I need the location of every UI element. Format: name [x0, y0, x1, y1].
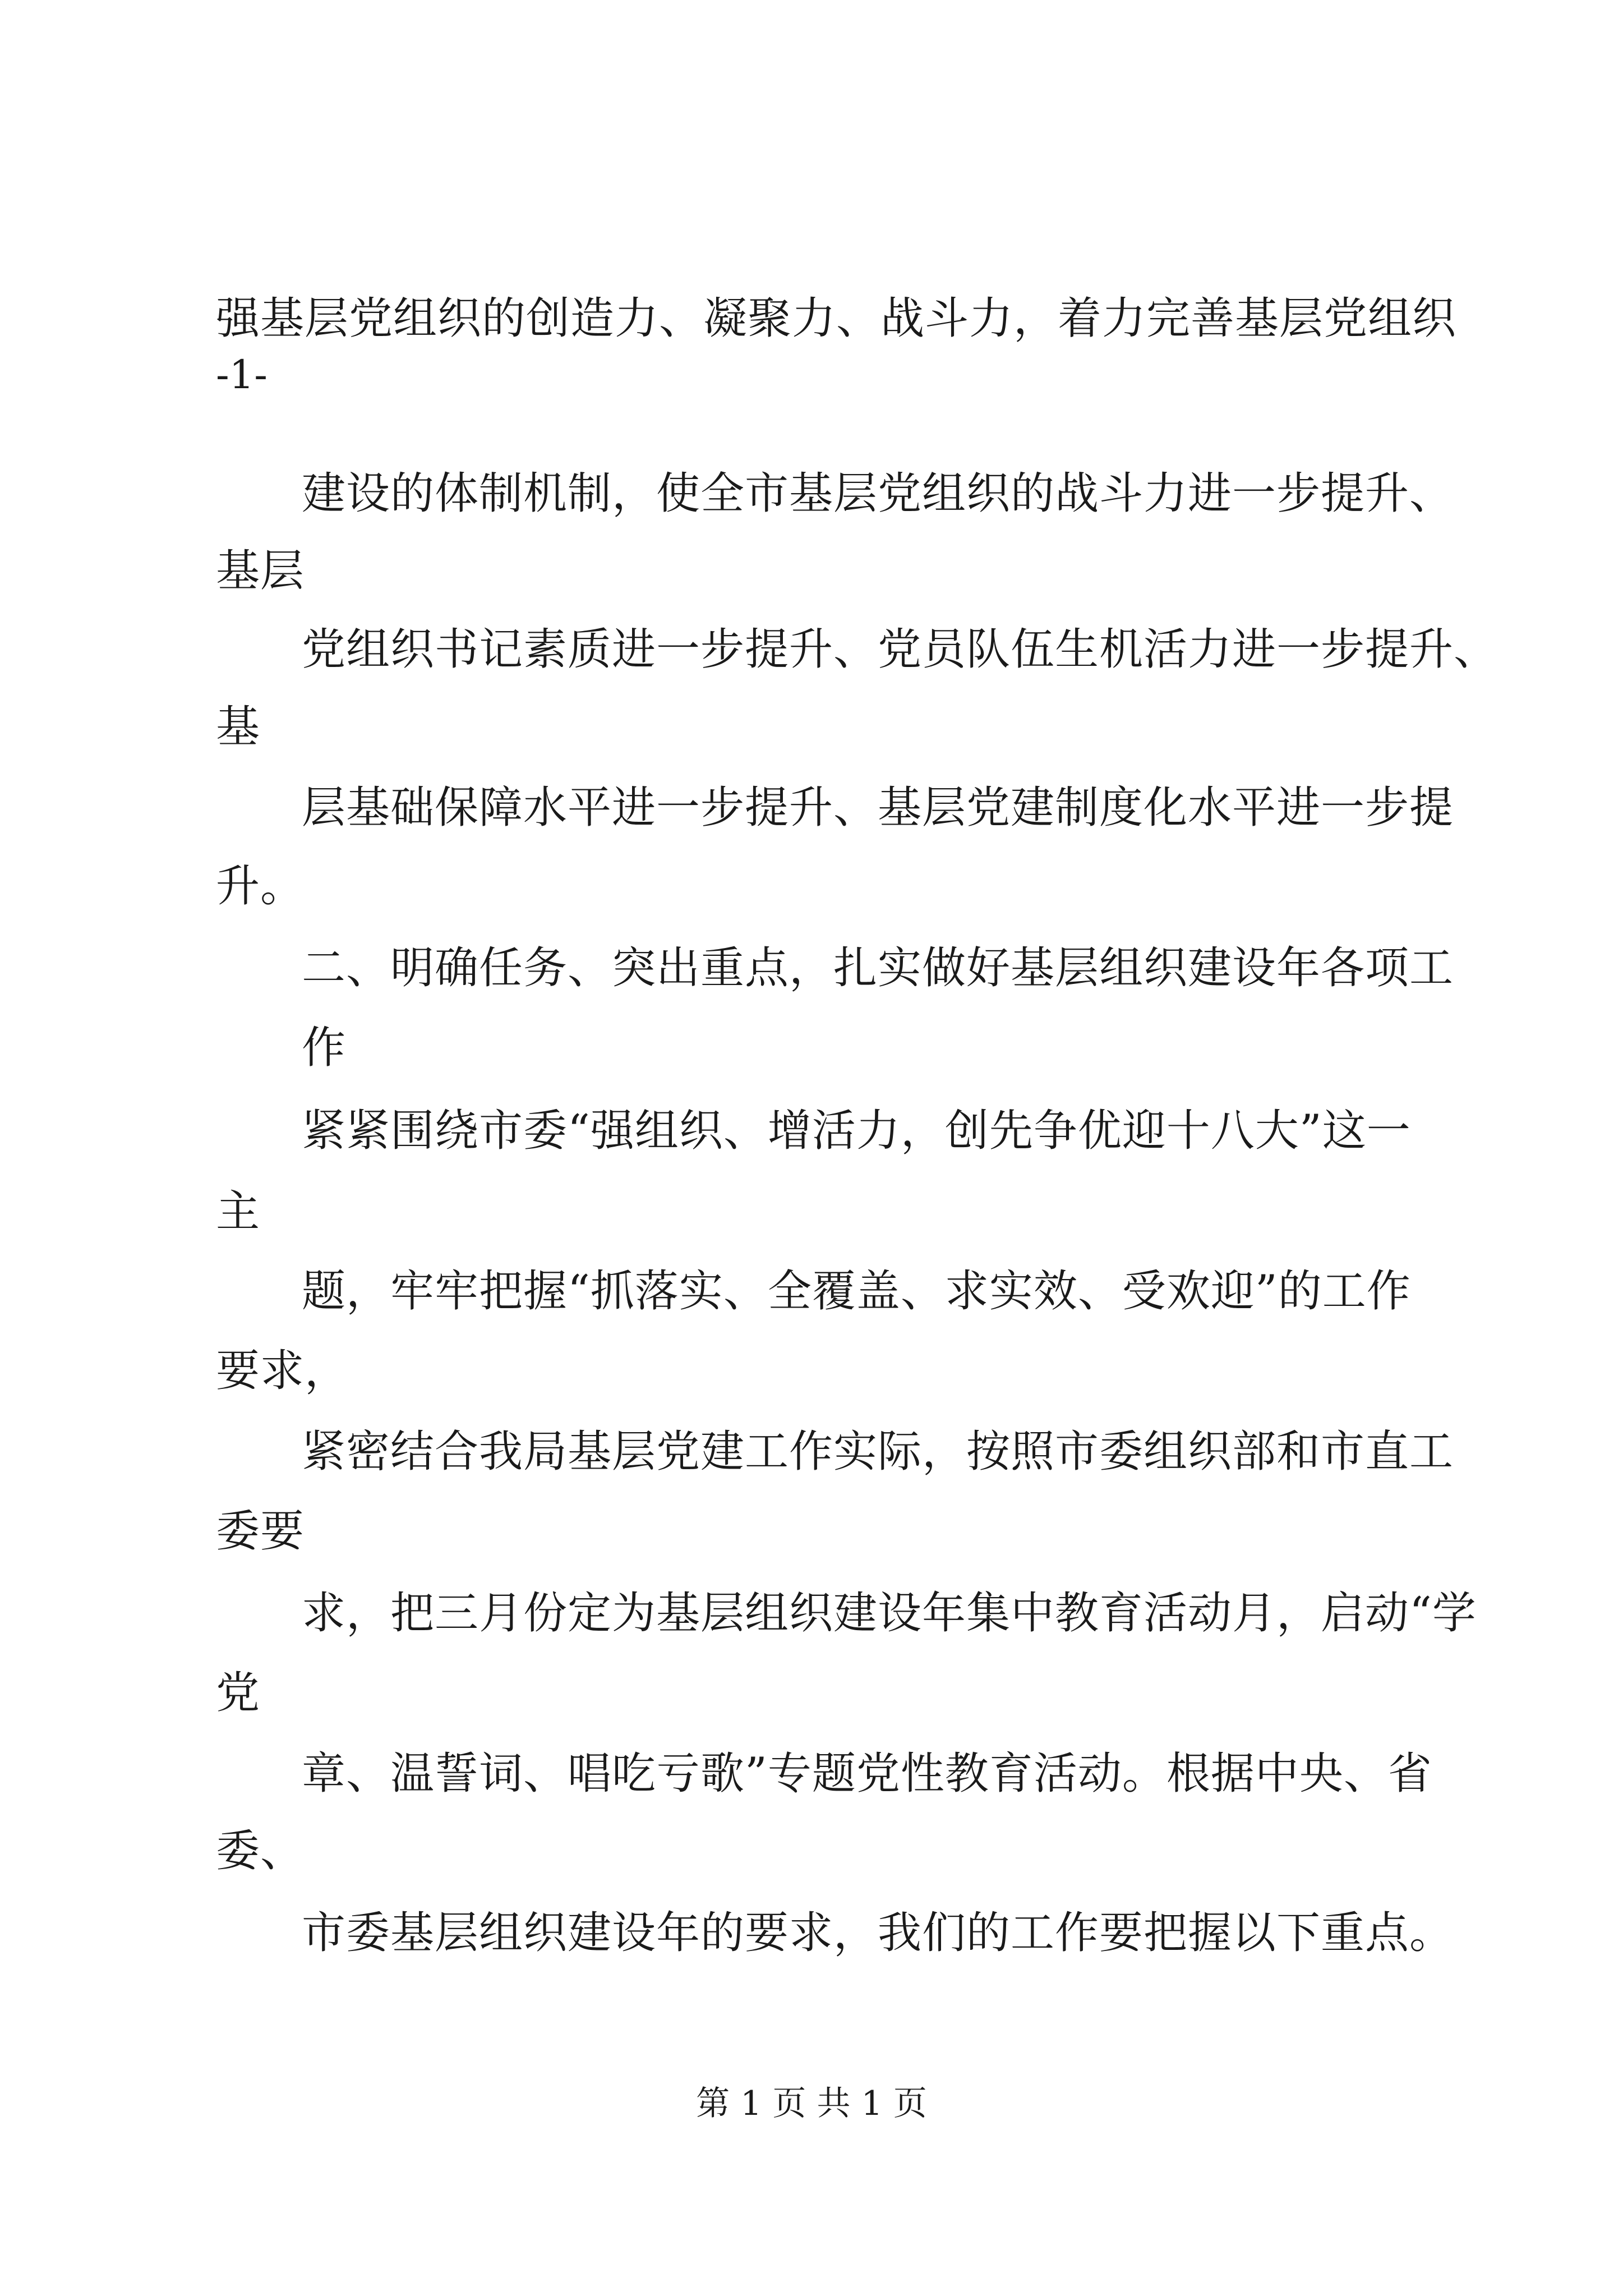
page-number-marker: -1-: [216, 352, 268, 398]
text-line: 题，牢牢把握“抓落实、全覆盖、求实效、受欢迎”的工作: [302, 1266, 1411, 1317]
text-line: 层基础保障水平进一步提升、基层党建制度化水平进一步提: [302, 783, 1454, 833]
text-line: 升。: [216, 861, 305, 912]
text-line: 委要: [216, 1506, 305, 1557]
section-heading: 二、明确任务、突出重点，扎实做好基层组织建设年各项工: [302, 943, 1454, 993]
text-line: 委、: [216, 1826, 305, 1876]
section-heading-continued: 作: [302, 1023, 347, 1073]
text-line: 党组织书记素质进一步提升、党员队伍生机活力进一步提升、: [302, 624, 1498, 675]
text-line: 要求，: [216, 1346, 349, 1396]
text-line: 主: [216, 1186, 261, 1237]
text-line: 紧密结合我局基层党建工作实际，按照市委组织部和市直工: [302, 1427, 1454, 1477]
text-line: 基: [216, 702, 261, 752]
text-line: 基层: [216, 546, 305, 596]
page-footer: 第 1 页 共 1 页: [696, 2084, 927, 2123]
text-line: 强基层党组织的创造力、凝聚力、战斗力，着力完善基层党组织: [216, 293, 1457, 344]
text-line: 市委基层组织建设年的要求，我们的工作要把握以下重点。: [302, 1908, 1454, 1958]
text-line: 章、温誓词、唱吃亏歌”专题党性教育活动。根据中央、省: [302, 1749, 1432, 1799]
text-line: 建设的体制机制，使全市基层党组织的战斗力进一步提升、: [302, 468, 1454, 519]
text-line: 求，把三月份定为基层组织建设年集中教育活动月，启动“学: [302, 1588, 1477, 1639]
text-line: 紧紧围绕市委“强组织、增活力，创先争优迎十八大”这一: [302, 1106, 1411, 1156]
text-line: 党: [216, 1668, 261, 1718]
